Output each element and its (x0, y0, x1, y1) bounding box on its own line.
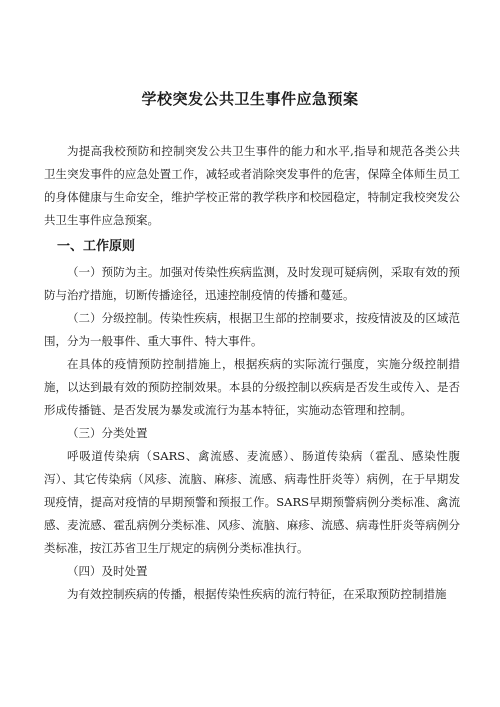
document-body (44, 140, 460, 606)
section-heading-work-principles: 一、工作原则 (57, 239, 136, 254)
timely-handling-paragraph: 为有效控制疾病的传播，根据传染性疾病的流行特征，在采取预防控制措施 (67, 587, 447, 601)
document-title: 学校突发公共卫生事件应急预案 (141, 90, 359, 108)
timely-handling-heading: （四）及时处置 (67, 564, 148, 578)
principle-prevention-paragraph: （一）预防为主。加强对传染性疾病监测，及时发现可疑病例，采取有效的预防与治疗措施，切断传播途径，迅速控制疫情的传播和蔓延。 (44, 265, 460, 302)
classification-paragraph: 呼吸道传染病（SARS、禽流感、麦流感）、肠道传染病（霍乱、感染性腹泻）、其它传染病（风疹、流脑、麻疹、流感、病毒性肝炎等）病例，在于早期发现疫情，提高对疫情的早期预警和预报工作。SARS早期预警病例分类标准、禽流感、麦流感、霍乱病例分类标准、风疹、流脑、麻疹、流感、病毒性肝炎等病例分类标准，按江苏省卫生厅规定的病例分类标准执行。 (44, 449, 460, 555)
principle-graded-control-paragraph: （二）分级控制。传染性疾病，根据卫生部的控制要求，按疫情波及的区域范围，分为一般事件、重大事件、特大事件。 (44, 311, 460, 348)
classification-heading: （三）分类处置 (67, 426, 148, 440)
graded-control-detail-paragraph: 在具体的疫情预防控制措施上，根据疾病的实际流行强度，实施分级控制措施，以达到最有效的预防控制效果。本县的分级控制以疾病是否发生或传入、是否形成传播链、是否发展为暴发或流行为基本特征，实施动态管理和控制。 (44, 357, 460, 417)
intro-paragraph: 为提高我校预防和控制突发公共卫生事件的能力和水平,指导和规范各类公共卫生突发事件的应急处置工作，减轻或者消除突发事件的危害，保障全体师生员工的身体健康与生命安全，维护学校正常的教学秩序和校园稳定，特制定我校突发公共卫生事件应急预案。 (44, 144, 460, 227)
